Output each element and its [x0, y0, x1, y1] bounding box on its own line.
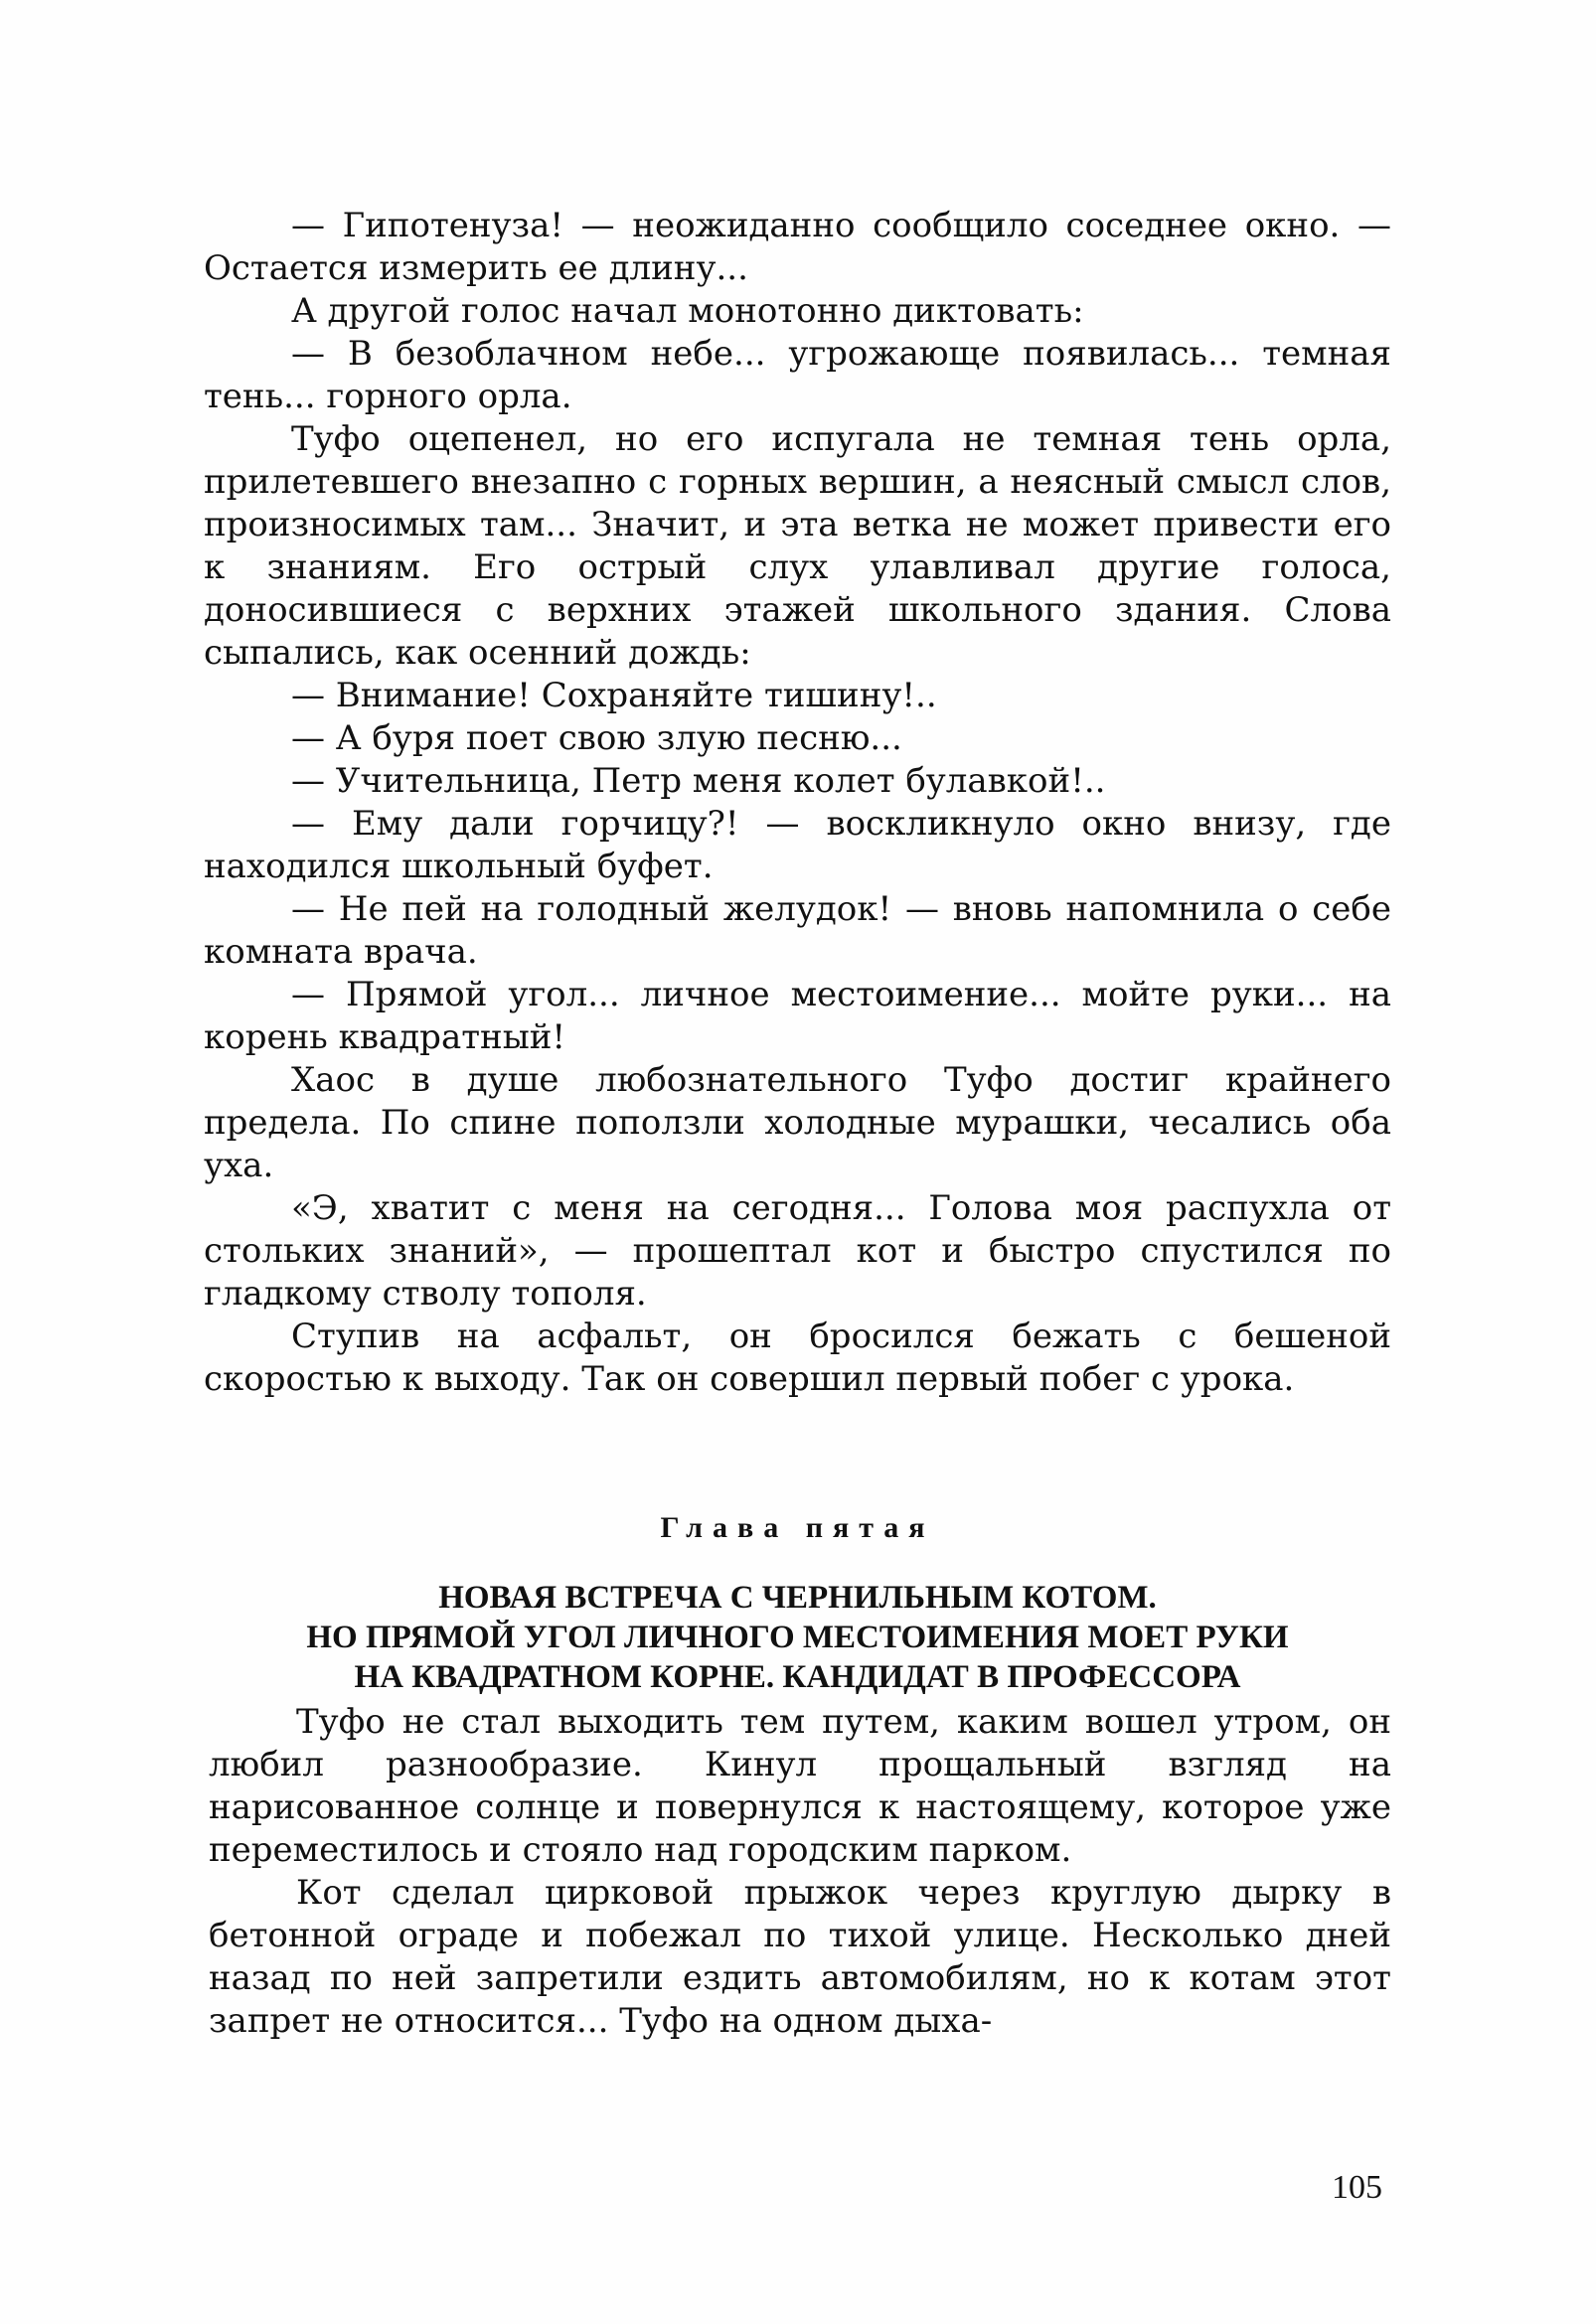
paragraph: Туфо оцепенел, но его испугала не темная тень орла, прилетевшего внезапно с горных вершин, а неясный смысл слов, произносимых там... Значит, и эта ветка не может привести его к знаниям. Его острый слух улавливал другие голоса, доносившиеся с верхних этажей школьного здания. Слова сыпались, как осенний дождь:	[204, 419, 1391, 673]
paragraph: — А буря поет свою злую песню...	[291, 718, 902, 758]
chapter-label: Глава пятая	[660, 1511, 935, 1544]
paragraph: — Не пей на голодный желудок! — вновь напомнила о себе комната врача.	[204, 889, 1391, 972]
paragraph: Кот сделал цирковой прыжок через круглую дырку в бетонной ограде и побежал по тихой улице. Несколько дней назад по ней запретили ездить автомобилям, но к котам этот запрет не относится... Туфо на одном дыха-	[209, 1873, 1391, 2041]
paragraph: — Учительница, Петр меня колет булавкой!..	[291, 761, 1106, 801]
paragraph: Ступив на асфальт, он бросился бежать с бешеной скоростью к выходу. Так он совершил первый побег с урока.	[204, 1317, 1391, 1399]
chapter-heading	[204, 1508, 1391, 1697]
page-number: 105	[1332, 2169, 1382, 2206]
paragraph: А другой голос начал монотонно диктовать:	[291, 291, 1084, 331]
chapter-title: НОВАЯ ВСТРЕЧА С ЧЕРНИЛЬНЫМ КОТОМ. НО ПРЯМОЙ УГОЛ ЛИЧНОГО МЕСТОИМЕНИЯ МОЕТ РУКИ НА КВАДРАТНОМ КОРНЕ. КАНДИДАТ В ПРОФЕССОРА	[306, 1580, 1289, 1695]
paragraph: — Прямой угол... личное местоимение... мойте руки... на корень квадратный!	[204, 975, 1391, 1057]
paragraph: — Внимание! Сохраняйте тишину!..	[291, 676, 937, 715]
paragraph: — Гипотенуза! — неожиданно сообщило соседнее окно. — Остается измерить ее длину...	[204, 206, 1391, 288]
paragraph: Туфо не стал выходить тем путем, каким вошел утром, он любил разнообразие. Кинул прощальный взгляд на нарисованное солнце и повернулся к настоящему, которое уже переместилось и стояло над городским парком.	[209, 1702, 1391, 1870]
bottom-text-block	[209, 1701, 1391, 2043]
paragraph: «Э, хватит с меня на сегодня... Голова моя распухла от стольких знаний», — прошептал кот и быстро спустился по гладкому стволу тополя.	[204, 1188, 1391, 1314]
paragraph: — В безоблачном небе... угрожающе появилась... темная тень... горного орла.	[204, 334, 1391, 416]
top-text-block	[204, 205, 1391, 1401]
paragraph: Хаос в душе любознательного Туфо достиг крайнего предела. По спине поползли холодные мурашки, чесались оба уха.	[204, 1060, 1391, 1185]
paragraph: — Ему дали горчицу?! — воскликнуло окно внизу, где находился школьный буфет.	[204, 804, 1391, 886]
